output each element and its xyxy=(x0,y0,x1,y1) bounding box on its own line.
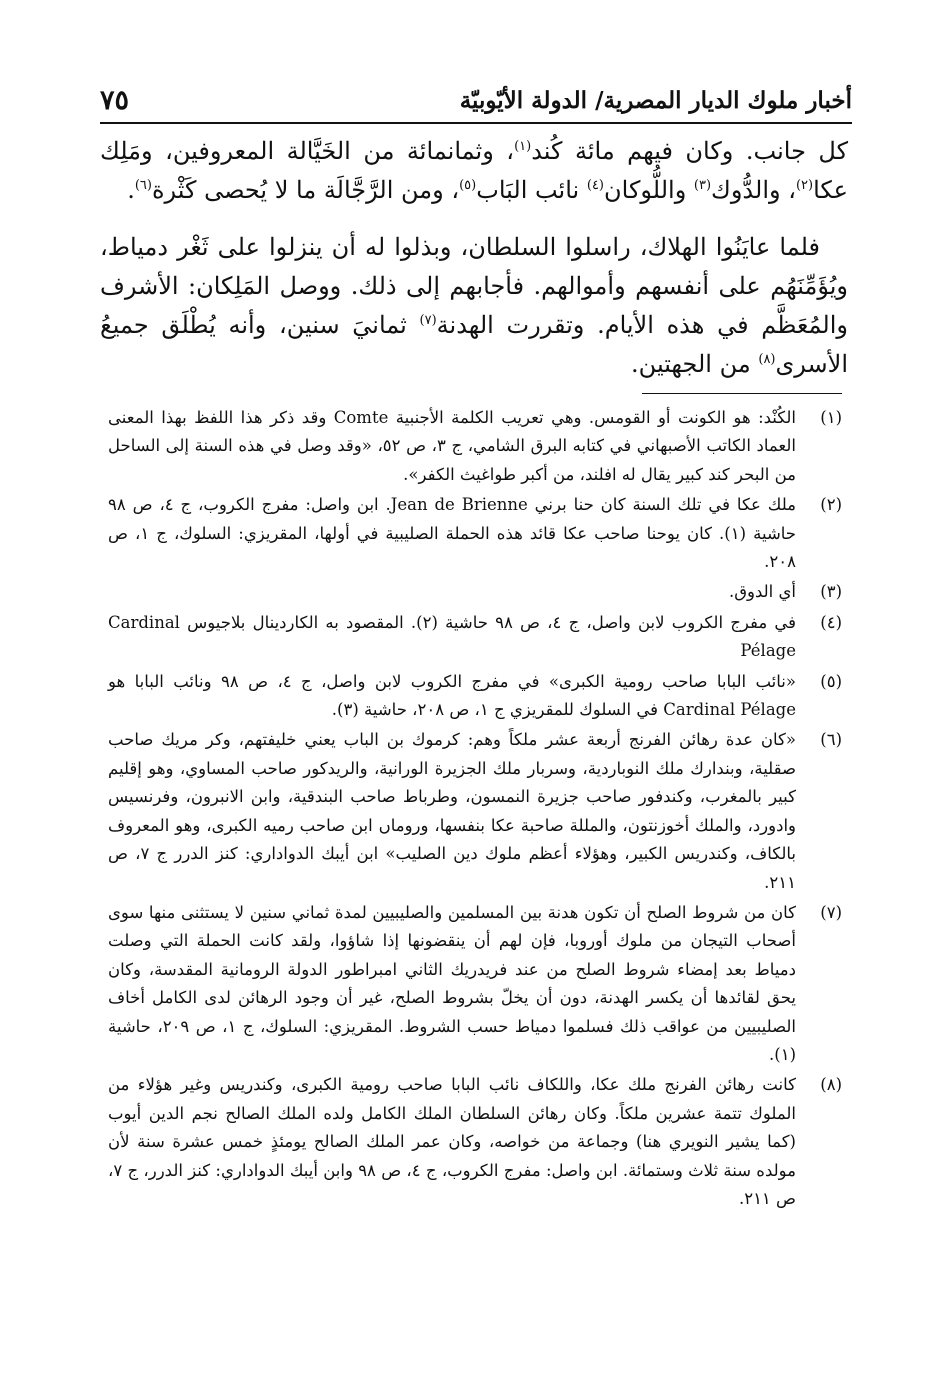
footnote-number: (٥) xyxy=(820,671,842,691)
running-title: أخبار ملوك الديار المصرية/ الدولة الأيّوبيّة xyxy=(459,86,852,114)
footnote-number: (٣) xyxy=(820,582,842,602)
page-header xyxy=(100,78,852,124)
footnote xyxy=(108,726,842,896)
footnote-text: «كان عدة رهائن الفرنج أربعة عشر ملكاً وهم: كرموك بن الباب يعني خليفتهم، وكر مريك صاحب صقلية، وبندارك ملك النوباردية، وسربار ملك الجزيرة الورانية، والريدكور صاحب المساوي، وهو إقليم كبير بالمغرب، وكندفور صاحب جزيرة النمسون، وطرباط صاحب البندقية، وابن الانبرون، وفرنسيس وادورد، والملك أخوزنتون، والمللة صاحبة عكا بنفسها، وروماں ابن صاحب رميه الكبرى، وهو المعروف بالكاف، وكندريس الكبير، وهؤلاء أعظم ملوك دين الصليب» ابن أيبك الدواداري: كنز الدرر ج ٧، ص ٢١١. xyxy=(108,730,796,892)
footnote-separator xyxy=(642,393,842,394)
footnote xyxy=(108,1071,842,1213)
footnote-number: (٤) xyxy=(820,612,842,632)
footnote-number: (٧) xyxy=(820,902,842,922)
footnote-text: أي الدوق. xyxy=(728,582,796,602)
footnote-ref: (٣) xyxy=(693,178,712,193)
footnote-ref: (٥) xyxy=(459,178,477,193)
footnote-number: (٨) xyxy=(820,1075,842,1095)
main-text xyxy=(100,132,848,402)
footnote-text: ملك عكا في تلك السنة كان حنا برني Jean de Brienne. ابن واصل: مفرج الكروب، ج ٤، ص ٩٨ حاشية (١). كان يوحنا صاحب عكا قائد هذه الحملة الصليبية في أولها، المقريزي: السلوك، ج ١، ص ٢٠٨. xyxy=(108,495,796,572)
footnote xyxy=(108,491,842,576)
footnote xyxy=(108,668,842,725)
footnote-text: كان من شروط الصلح أن تكون هدنة بين المسلمين والصليبيين لمدة ثماني سنين لا يستثنى منها سوى أصحاب التيجان من ملوك أوروبا، فإن لهم أن ينقضونها إذا شاؤوا، ولقد كانت الحملة التي وصلت دمياط بعد إمضاء شروط الصلح من عند فريدريك الثاني امبراطور الدولة الرومانية المقدسة، وكان يحق لقائدها أن يكسر الهدنة، دون أن يخلّ بشروط الصلح، غير أن وجود الرهائن لدى الكامل أخاف الصليبيين من عواقب ذلك فسلموا دمياط حسب الشروط. المقريزي: السلوك، ج ١، ص ٢٠٩، حاشية (١). xyxy=(108,902,797,1064)
footnote-text: في مفرج الكروب لابن واصل، ج ٤، ص ٩٨ حاشية (٢). المقصود به الكاردينال بلاجيوس Cardinal Pélage xyxy=(108,612,796,661)
footnote-text: كانت رهائن الفرنج ملك عكا، واللكاف نائب البابا صاحب رومية الكبرى، وكندريس وغير هؤلاء من الملوك تتمة عشرين ملكاً. وكان رهائن السلطان الملك الكامل ولده الملك الصالح نجم الدين أيوب (كما يشير النويري هنا) وجماعة من خواصه، وكان عمر الملك الصالح يومئذٍ خمس عشرة سنة لأن مولده سنة ثلاث وستمائة. ابن واصل: مفرج الكروب، ج ٤، ص ٩٨ وابن أيبك الدواداري: كنز الدرر، ج ٧، ص ٢١١. xyxy=(108,1075,796,1208)
footnote-ref: (٧) xyxy=(419,313,437,328)
footnote-number: (٦) xyxy=(820,730,842,750)
footnotes xyxy=(108,404,842,1215)
footnote xyxy=(108,404,842,489)
footnote-text: الكُنْد: هو الكونت أو القومس. وهي تعريب الكلمة الأجنبية Comte وقد ذكر هذا اللفظ بهذا المعنى العماد الكاتب الأصبهاني في كتابه البرق الشامي، ج ٣، ص ٥٢، «وقد وصل في هذه السنة إلى الساحل من البحر كند كبير يقال له افلند، من أكبر طواغيث الكفر». xyxy=(108,408,796,484)
footnote-ref: (٤) xyxy=(586,178,604,193)
page-number: ٧٥ xyxy=(100,84,130,116)
footnote-ref: (٨) xyxy=(758,352,776,367)
footnote-number: (٢) xyxy=(820,495,842,515)
footnote xyxy=(108,609,842,666)
footnote-number: (١) xyxy=(820,408,842,427)
paragraph: فلما عايَنُوا الهلاك، راسلوا السلطان، وبذلوا له أن ينزلوا على ثَغْر دمياط، ويُؤَمِّنَهُم على أنفسهم وأموالهم. فأجابهم إلى ذلك. ووصل المَلِكان: الأشرف والمُعَظَّم في هذه الأيام. وتقررت الهدنة$^{(٧)}$ ثمانيَ سنين، وأنه يُطْلَق جميعُ الأسرى$^{(٨)}$ من الجهتين. xyxy=(100,233,848,378)
footnote-ref: (١) xyxy=(514,139,532,154)
footnote-ref: (٢) xyxy=(795,178,814,193)
footnote-ref: (٦) xyxy=(134,178,152,193)
footnote xyxy=(108,899,842,1069)
paragraph: كل جانب. وكان فيهم مائة كُند$^{(١)}$، وثمانمائة من الخَيَّالة المعروفين، ومَلِك عكا$^{(٢)}$، والدُّوك$^{(٣)}$ واللُّوكان$^{(٤)}$ نائب البَاب$^{(٥)}$، ومن الرَّجَّالَة ما لا يُحصى كَثْرة$^{(٦)}$. xyxy=(100,137,848,204)
footnote-text: «نائب البابا صاحب رومية الكبرى» في مفرج الكروب لابن واصل، ج ٤، ص ٩٨ ونائب البابا هو Cardinal Pélage في السلوك للمقريزي ج ١، ص ٢٠٨، حاشية (٣). xyxy=(108,671,796,720)
footnote xyxy=(108,578,842,606)
